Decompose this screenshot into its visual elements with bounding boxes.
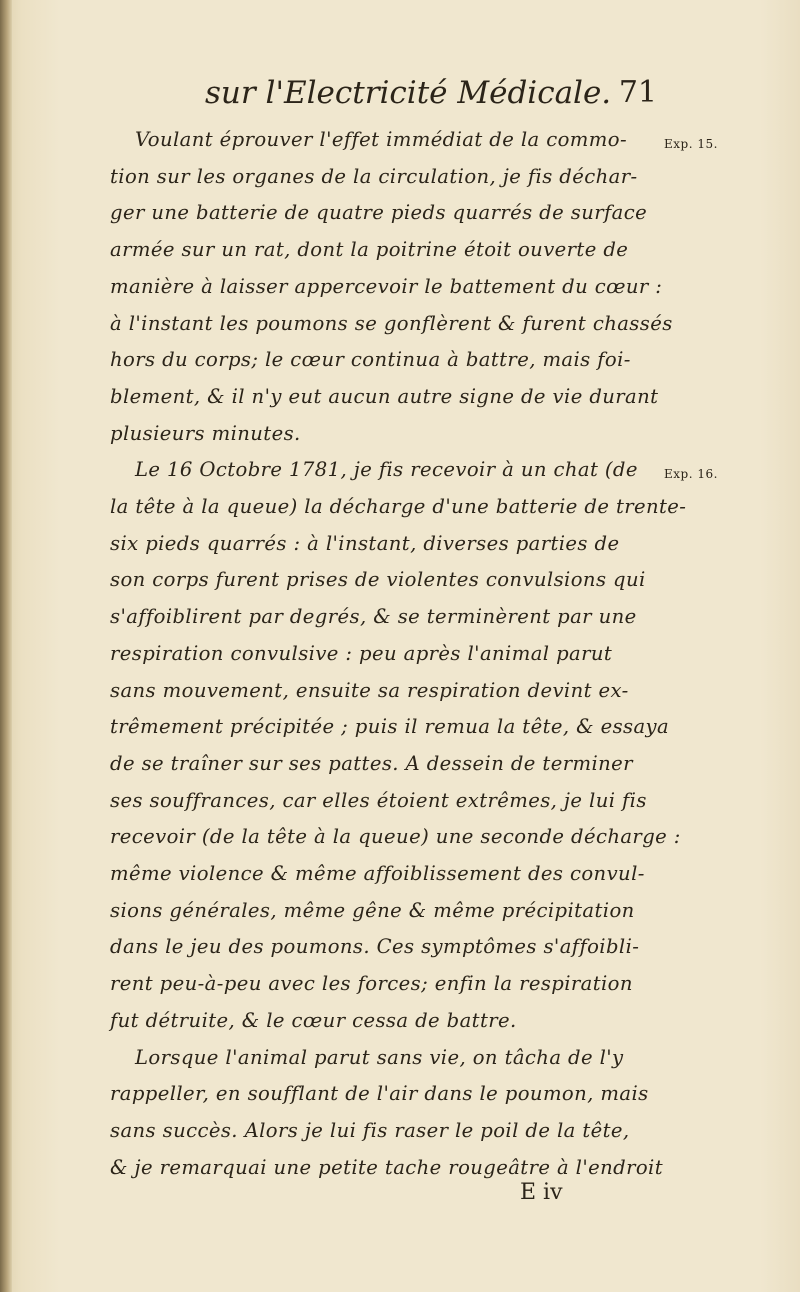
signature-mark: E iv: [520, 1180, 563, 1205]
text-line: respiration convulsive : peu après l'animal parut: [110, 641, 613, 665]
running-head: sur l'Electricité Médicale.: [205, 75, 612, 111]
text-line: Le 16 Octobre 1781, je fis recevoir à un chat (de: [135, 458, 638, 482]
text-line: sions générales, même gêne & même précipitation: [110, 898, 635, 922]
text-line: à l'instant les poumons se gonflèrent & furent chassés: [110, 311, 673, 335]
text-line: blement, & il n'y eut aucun autre signe de vie durant: [110, 384, 659, 408]
margin-note-exp-16: Exp. 16.: [664, 467, 718, 481]
text-line: s'affoiblirent par degrés, & se terminèrent par une: [110, 605, 637, 629]
text-line: rent peu-à-peu avec les forces; enfin la respiration: [110, 972, 633, 996]
text-line: sans succès. Alors je lui fis raser le poil de la tête,: [110, 1118, 630, 1142]
text-line: recevoir (de la tête à la queue) une seconde décharge :: [110, 825, 681, 849]
text-line: fut détruite, & le cœur cessa de battre.: [110, 1008, 517, 1032]
text-line: & je remarquai une petite tache rougeâtre à l'endroit: [110, 1155, 663, 1179]
text-line: rappeller, en soufflant de l'air dans le poumon, mais: [110, 1082, 649, 1106]
text-line: dans le jeu des poumons. Ces symptômes s'affoibli-: [110, 935, 640, 959]
page-header: [205, 75, 665, 119]
margin-note-exp-15: Exp. 15.: [664, 137, 718, 151]
text-line: son corps furent prises de violentes convulsions qui: [110, 568, 646, 592]
text-line: Voulant éprouver l'effet immédiat de la commo-: [135, 128, 627, 151]
text-line: manière à laisser appercevoir le battement du cœur :: [110, 274, 663, 298]
text-line: six pieds quarrés : à l'instant, diverses parties de: [110, 531, 620, 555]
body-text: [110, 122, 687, 1186]
text-line: tion sur les organes de la circulation, je fis déchar-: [110, 164, 638, 188]
text-line: trêmement précipitée ; puis il remua la tête, & essaya: [110, 715, 670, 739]
text-line: ger une batterie de quatre pieds quarrés de surface: [110, 201, 648, 225]
text-line: de se traîner sur ses pattes. A dessein de terminer: [110, 751, 633, 775]
page-binding-edge: [0, 0, 12, 1292]
text-line: ses souffrances, car elles étoient extrêmes, je lui fis: [110, 788, 647, 812]
text-line: la tête à la queue) la décharge d'une batterie de trente-: [110, 495, 687, 519]
text-line: Lorsque l'animal parut sans vie, on tâcha de l'y: [135, 1045, 624, 1069]
text-line: armée sur un rat, dont la poitrine étoit ouverte de: [110, 238, 629, 262]
text-line: même violence & même affoiblissement des convul-: [110, 862, 645, 886]
page-number: 71: [618, 75, 657, 110]
text-line: sans mouvement, ensuite sa respiration devint ex-: [110, 678, 629, 702]
text-line: plusieurs minutes.: [110, 421, 301, 445]
text-line: hors du corps; le cœur continua à battre, mais foi-: [110, 348, 631, 372]
